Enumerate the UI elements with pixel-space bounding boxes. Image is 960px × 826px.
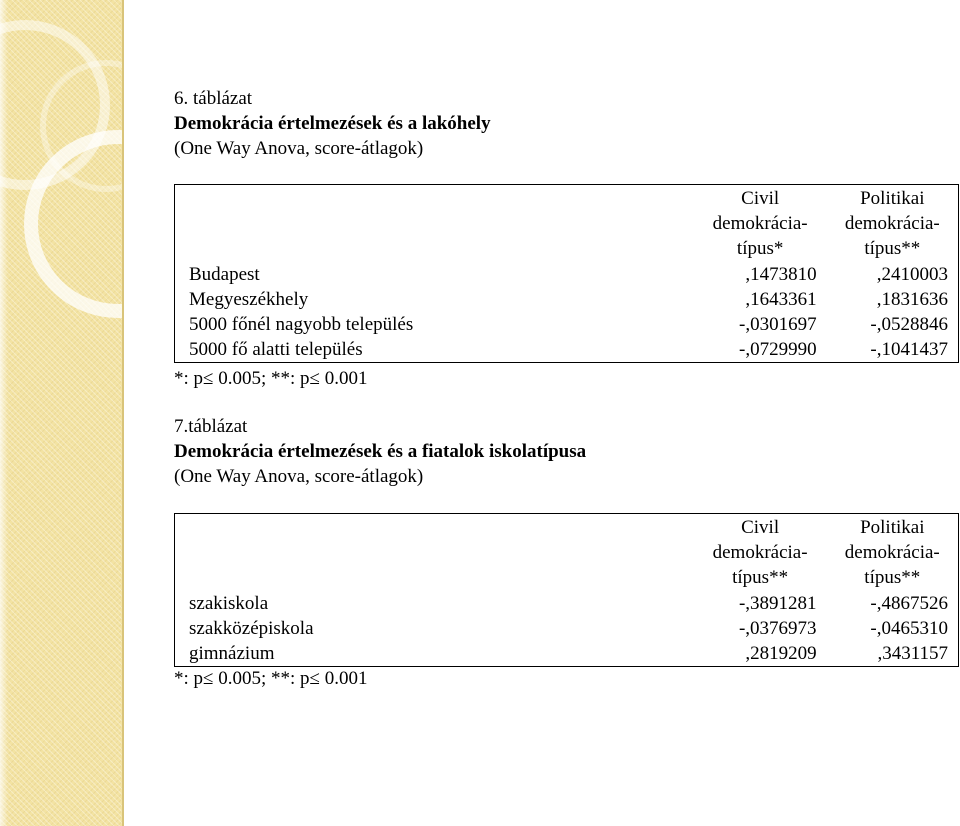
header-line: Politikai	[860, 188, 925, 209]
row-label: Megyeszékhely	[175, 287, 694, 312]
table7-col1-header	[694, 514, 827, 592]
header-line: demokrácia-	[844, 213, 940, 234]
cell-value: -,1041437	[827, 337, 959, 363]
table-row	[175, 312, 959, 337]
table6-col2-header	[827, 185, 959, 263]
table-row	[175, 262, 959, 287]
table6-heading	[174, 86, 960, 161]
header-line: Civil	[741, 517, 780, 538]
header-line: Civil	[741, 188, 780, 209]
table6-header-row	[175, 185, 959, 263]
row-label: gimnázium	[175, 641, 694, 667]
cell-value: -,4867526	[827, 591, 959, 616]
table7-note: *: p≤ 0.005; **: p≤ 0.001	[174, 668, 368, 689]
table6	[174, 184, 959, 363]
header-line: típus**	[732, 567, 789, 588]
cell-value: ,3431157	[827, 641, 959, 667]
header-line: demokrácia-	[712, 213, 808, 234]
table7-heading	[174, 414, 586, 489]
cell-value: -,0729990	[694, 337, 827, 363]
cell-value: ,1643361	[745, 289, 817, 310]
decorative-sidebar	[0, 0, 124, 826]
table6-note: *: p≤ 0.005; **: p≤ 0.001	[174, 368, 368, 389]
table7-subtitle: (One Way Anova, score-átlagok)	[174, 466, 424, 487]
header-line: típus**	[864, 238, 921, 259]
cell-value: ,2819209	[694, 641, 827, 667]
header-line: típus**	[864, 567, 921, 588]
row-label: 5000 fő alatti település	[175, 337, 694, 363]
header-line: demokrácia-	[712, 542, 808, 563]
table-row	[175, 337, 959, 363]
table-row	[175, 287, 959, 312]
table7-title: Demokrácia értelmezések és a fiatalok iskolatípusa	[174, 441, 587, 462]
table6-header-empty	[175, 185, 694, 263]
cell-value: -,0376973	[738, 618, 817, 639]
table7-header-row	[175, 514, 959, 592]
row-label: Budapest	[175, 262, 694, 287]
table7-col2-header	[827, 514, 959, 592]
table7	[174, 513, 959, 667]
cell-value: ,2410003	[827, 262, 959, 287]
table7-header-empty	[175, 514, 694, 592]
header-line: Politikai	[860, 517, 925, 538]
cell-value: ,1831636	[827, 287, 959, 312]
row-label: 5000 főnél nagyobb település	[175, 312, 694, 337]
table6-col1-header	[694, 185, 827, 263]
header-line: demokrácia-	[844, 542, 940, 563]
cell-value: -,0528846	[827, 312, 959, 337]
table-row	[175, 641, 959, 667]
sidebar-edge	[122, 0, 124, 826]
cell-value: -,0301697	[739, 314, 817, 335]
table-row	[175, 591, 959, 616]
cell-value: -,0465310	[827, 616, 959, 641]
table6-number: 6. táblázat	[174, 88, 253, 109]
table-row	[175, 616, 959, 641]
row-label: szakiskola	[175, 591, 694, 616]
table6-title: Demokrácia értelmezések és a lakóhely	[174, 113, 491, 134]
table7-number: 7.táblázat	[174, 416, 248, 437]
row-label: szakközépiskola	[175, 616, 694, 641]
header-line: típus*	[736, 238, 784, 259]
cell-value: ,1473810	[745, 264, 817, 285]
cell-value: -,3891281	[738, 593, 817, 614]
table6-subtitle: (One Way Anova, score-átlagok)	[174, 138, 424, 159]
